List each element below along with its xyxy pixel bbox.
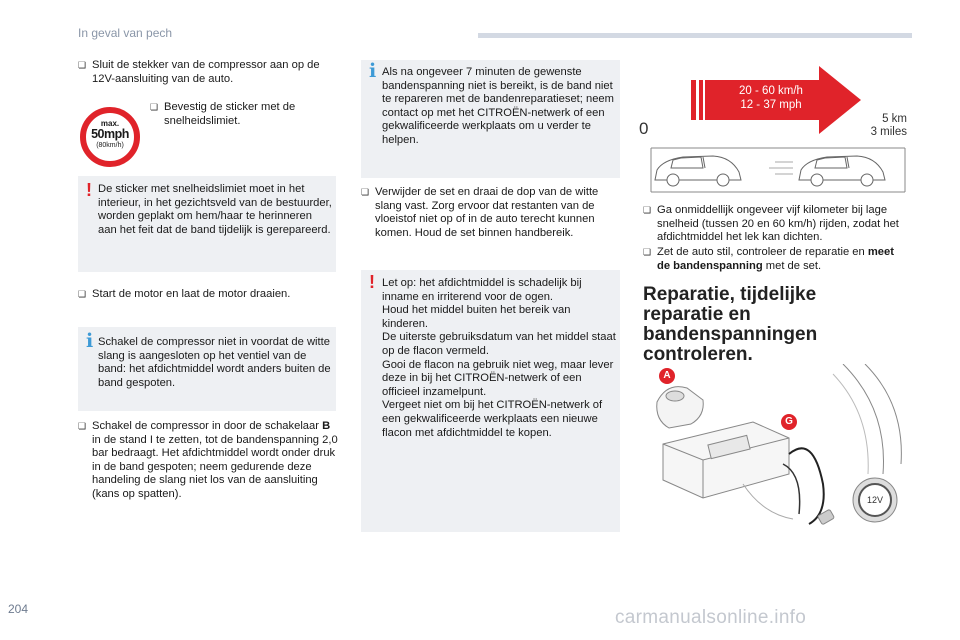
checkbox-bullet-icon: ❏: [150, 102, 159, 112]
label-g-callout: G: [785, 416, 793, 427]
step-check: [643, 246, 905, 273]
drive-diagram: [639, 60, 911, 196]
socket-12v-label: 12V: [866, 495, 883, 505]
step-sticker: [150, 101, 330, 128]
warning-sticker-text: De sticker met snelheidslimiet moet in het interieur, in het gezichtsveld van de bestuurder, worden geplakt om hem/haar te herinneren aan het feit dat de band tijdelijk is gerepareerd.: [98, 183, 332, 236]
step-drive: [643, 204, 905, 245]
label-a-callout: A: [663, 370, 671, 381]
step-start: [78, 288, 340, 302]
distance-start-label: 0: [639, 119, 649, 138]
car-icon-start: [655, 156, 741, 186]
info-compressor-text: Schakel de compressor niet in voordat de witte slang is aangesloten op het ventiel van de band: het afdichtmiddel wordt anders buiten de band gespoten.: [98, 336, 331, 389]
speed-limit-sticker: [80, 107, 140, 167]
compressor-graphic: [643, 364, 905, 532]
warning-icon: !: [369, 272, 375, 292]
sticker-max-text: max.: [100, 119, 120, 128]
header-divider: [478, 33, 912, 38]
info-pressure-text: Als na ongeveer 7 minuten de gewenste bandenspanning niet is bereikt, is de band niet te repareren met de bandenreparatieset; neem contact op met het CITROËN-netwerk of een gekwalificeerde werkplaats om u verder te helpen.: [382, 66, 614, 146]
checkbox-bullet-icon: ❏: [78, 289, 87, 299]
page-header-title: In geval van pech: [78, 26, 173, 40]
distance-km-label: 5 km: [882, 113, 907, 125]
section-title: Reparatie, tijdelijke reparatie en bandenspanningen controleren.: [643, 284, 818, 365]
speed-mph-label: 12 - 37 mph: [740, 99, 802, 111]
checkbox-bullet-icon: ❏: [643, 205, 652, 215]
checkbox-bullet-icon: ❏: [78, 60, 87, 70]
compressor-illustration: [643, 364, 905, 532]
watermark-text: carmanualsonline.info: [615, 607, 807, 628]
info-icon: i: [86, 330, 94, 352]
step-sticker-text: Bevestig de sticker met de snelheidslimiet.: [164, 101, 296, 127]
step-switch-text: Schakel de compressor in door de schakelaar B in de stand I te zetten, tot de bandenspanning 2,0 bar bedraagt. Het afdichtmiddel wordt onder druk in de band gespoten; neem gedurende deze handeling de slang niet los van de aansluiting (kans op spatten).: [92, 420, 338, 500]
step-check-text: Zet de auto stil, controleer de reparatie en meet de bandenspanning met de set.: [657, 246, 894, 272]
warning-icon: !: [86, 180, 92, 200]
sticker-kmh-text: (80km/h): [96, 142, 124, 149]
page-number: 204: [8, 602, 29, 616]
info-box-pressure: [361, 60, 620, 178]
info-box-compressor: [78, 327, 336, 411]
step-remove: [361, 186, 620, 240]
checkbox-bullet-icon: ❏: [361, 187, 370, 197]
step-switch: [78, 420, 340, 502]
step-remove-text: Verwijder de set en draai de dop van de witte slang vast. Zorg ervoor dat restanten van de vloeistof niet op of in de auto terecht kunnen komen. Houd de set binnen handbereik.: [375, 186, 599, 239]
step-plug-text: Sluit de stekker van de compressor aan op de 12V-aansluiting van de auto.: [92, 59, 320, 85]
info-icon: i: [369, 60, 377, 82]
warning-box-sealant: [361, 270, 620, 532]
step-start-text: Start de motor en laat de motor draaien.: [92, 288, 291, 300]
sticker-mph-text: 50mph: [91, 127, 129, 141]
switch-label-b: B: [322, 420, 331, 432]
distance-miles-label: 3 miles: [870, 126, 907, 138]
step-plug: [78, 59, 340, 86]
car-icon-end: [769, 156, 885, 186]
step-drive-text: Ga onmiddellijk ongeveer vijf kilometer bij lage snelheid (tussen 20 en 60 km/h) rijden, zodat het afdichtmiddel het lek kan dichten.: [657, 204, 899, 244]
warning-box-sticker: [78, 176, 336, 272]
speed-kmh-label: 20 - 60 km/h: [739, 85, 803, 97]
checkbox-bullet-icon: ❏: [643, 247, 652, 257]
checkbox-bullet-icon: ❏: [78, 421, 87, 431]
warning-sealant-text: Let op: het afdichtmiddel is schadelijk bij inname en irriterend voor de ogen. Houd het middel buiten het bereik van kinderen. De uiterste gebruiksdatum van het middel staat op de flacon vermeld. Gooi de flacon na gebruik niet weg, maar lever deze in bij het CITROËN-netwerk of een officieel inzamelpunt. Vergeet niet om bij het CITROËN-netwerk of een gekwalificeerde werkplaats een nieuwe flacon met afdichtmiddel te kopen.: [382, 277, 616, 439]
